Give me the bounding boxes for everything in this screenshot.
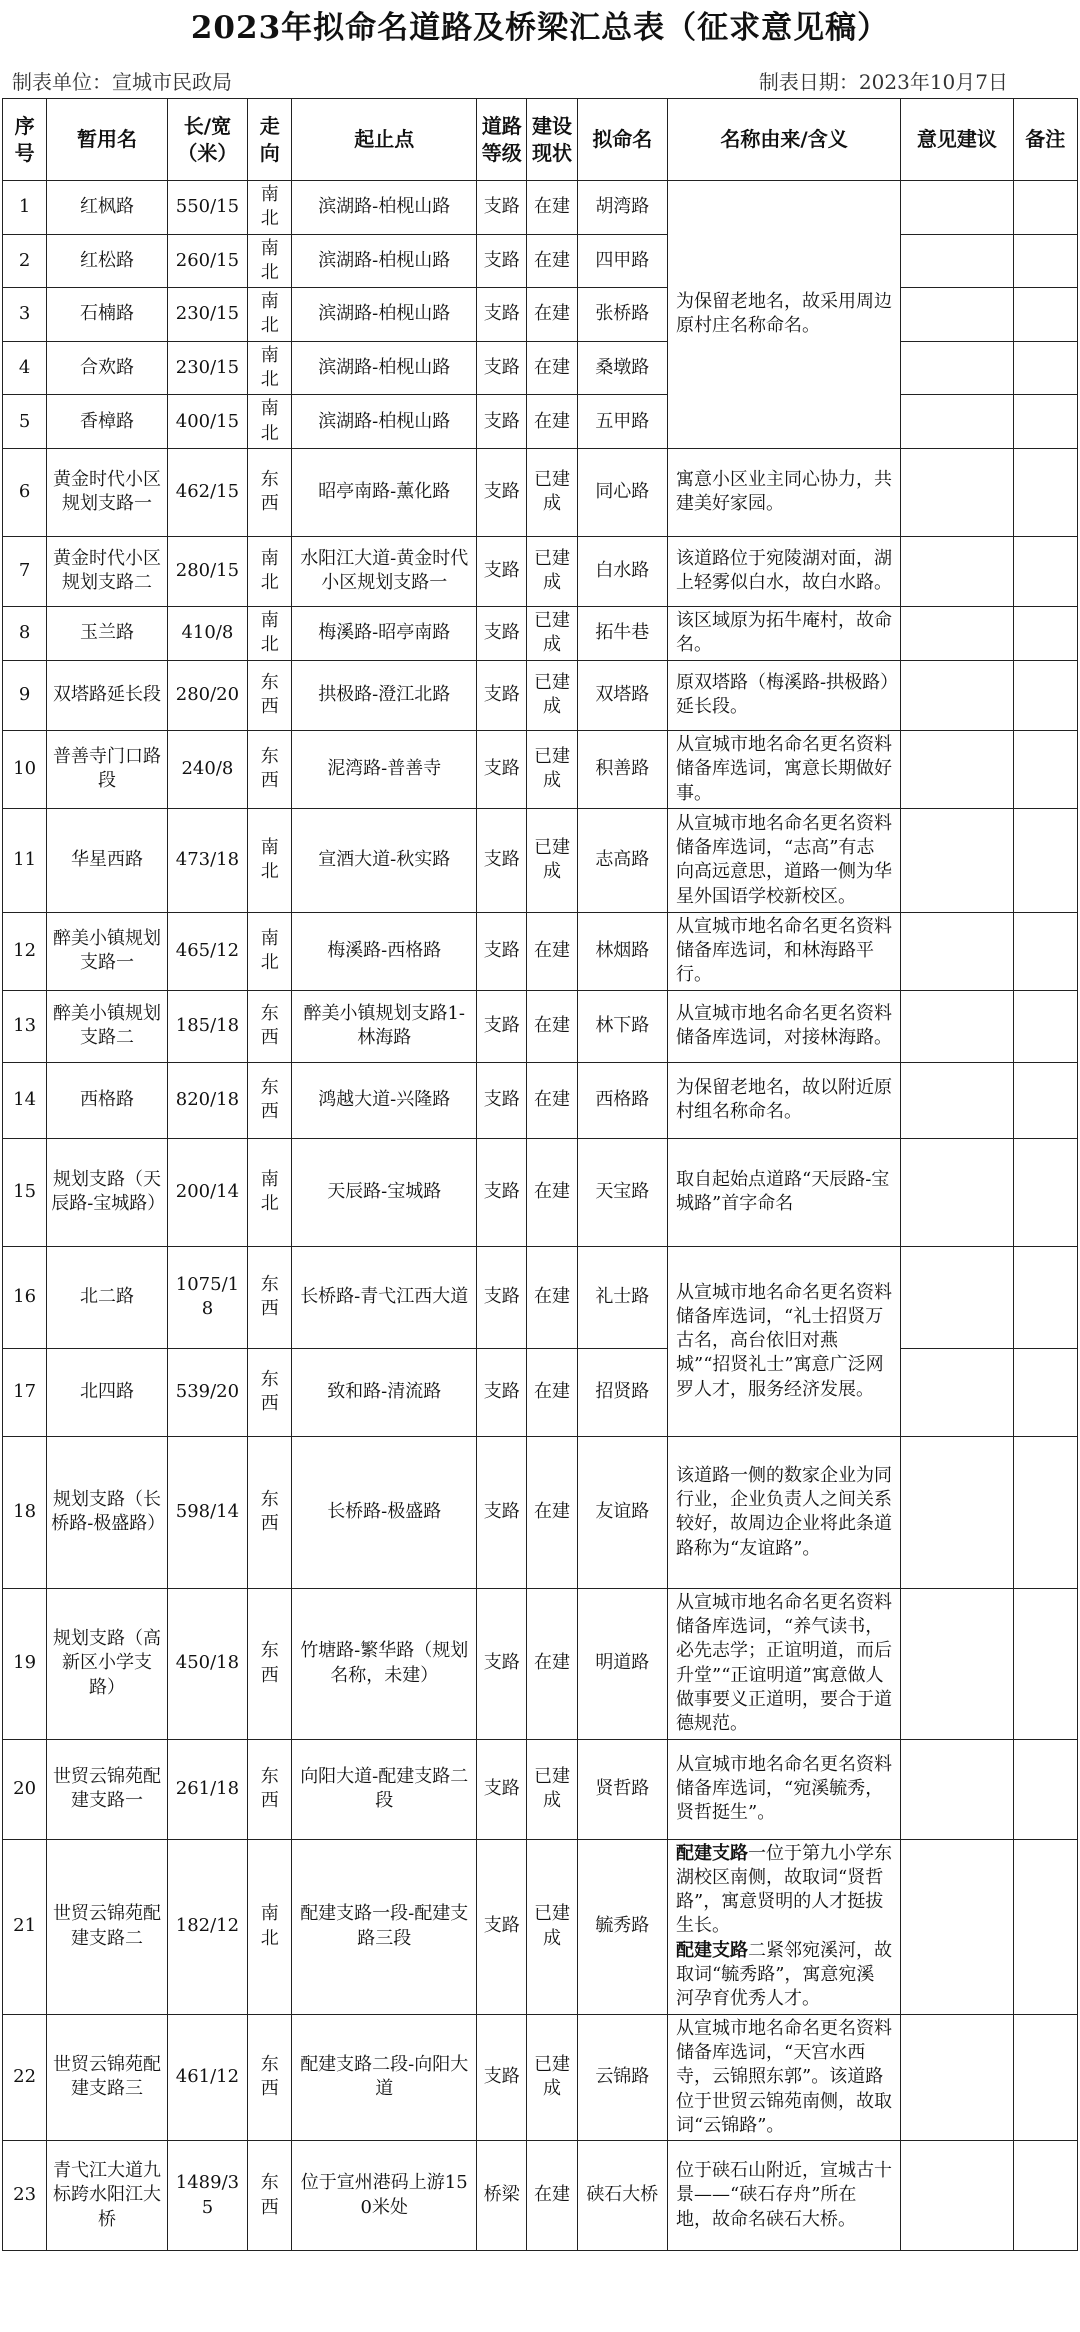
cell-dir: 东西 bbox=[248, 730, 292, 808]
cell-range: 配建支路二段-向阳大道 bbox=[292, 2014, 477, 2140]
cell-name: 桑墩路 bbox=[577, 341, 667, 395]
cell-remark bbox=[1013, 2141, 1077, 2251]
cell-dir: 东西 bbox=[248, 448, 292, 536]
cell-status: 在建 bbox=[527, 1138, 577, 1246]
cell-opinion[interactable] bbox=[901, 234, 1014, 288]
compiling-date: 制表日期：2023年10月7日 bbox=[758, 70, 1008, 94]
cell-status: 在建 bbox=[527, 1348, 577, 1436]
cell-status: 在建 bbox=[527, 1588, 577, 1739]
cell-dir: 东西 bbox=[248, 2141, 292, 2251]
table-row bbox=[3, 2141, 1078, 2251]
cell-level: 支路 bbox=[477, 1138, 527, 1246]
cell-opinion[interactable] bbox=[901, 1739, 1014, 1839]
cell-temp: 世贸云锦苑配建支路二 bbox=[47, 1839, 168, 2014]
cell-opinion[interactable] bbox=[901, 1138, 1014, 1246]
cell-range: 配建支路一段-配建支路三段 bbox=[292, 1839, 477, 2014]
col-header: 拟命名 bbox=[577, 99, 667, 181]
cell-name: 云锦路 bbox=[577, 2014, 667, 2140]
cell-opinion[interactable] bbox=[901, 1062, 1014, 1138]
cell-level: 支路 bbox=[477, 1839, 527, 2014]
cell-level: 支路 bbox=[477, 448, 527, 536]
cell-opinion[interactable] bbox=[901, 2014, 1014, 2140]
cell-range: 滨湖路-柏枧山路 bbox=[292, 395, 477, 449]
cell-remark bbox=[1013, 395, 1077, 449]
cell-level: 支路 bbox=[477, 912, 527, 990]
cell-range: 滨湖路-柏枧山路 bbox=[292, 341, 477, 395]
cell-level: 支路 bbox=[477, 660, 527, 730]
cell-size: 410/8 bbox=[167, 606, 247, 660]
cell-range: 致和路-清流路 bbox=[292, 1348, 477, 1436]
cell-status: 在建 bbox=[527, 1436, 577, 1588]
cell-temp: 香樟路 bbox=[47, 395, 168, 449]
cell-opinion[interactable] bbox=[901, 288, 1014, 342]
cell-level: 支路 bbox=[477, 730, 527, 808]
cell-size: 260/15 bbox=[167, 234, 247, 288]
cell-dir: 东西 bbox=[248, 1062, 292, 1138]
cell-no: 13 bbox=[3, 990, 47, 1062]
table-row bbox=[3, 660, 1078, 730]
cell-dir: 东西 bbox=[248, 1246, 292, 1348]
cell-level: 支路 bbox=[477, 288, 527, 342]
cell-desc: 从宣城市地名命名更名资料储备库选词，对接林海路。 bbox=[668, 990, 901, 1062]
cell-level: 支路 bbox=[477, 1348, 527, 1436]
cell-range: 醉美小镇规划支路1-林海路 bbox=[292, 990, 477, 1062]
cell-temp: 世贸云锦苑配建支路三 bbox=[47, 2014, 168, 2140]
cell-no: 12 bbox=[3, 912, 47, 990]
cell-opinion[interactable] bbox=[901, 448, 1014, 536]
cell-opinion[interactable] bbox=[901, 730, 1014, 808]
cell-name: 五甲路 bbox=[577, 395, 667, 449]
cell-dir: 东西 bbox=[248, 1436, 292, 1588]
cell-range: 宣酒大道-秋实路 bbox=[292, 808, 477, 912]
cell-dir: 南北 bbox=[248, 536, 292, 606]
cell-remark bbox=[1013, 288, 1077, 342]
cell-desc: 该道路一侧的数家企业为同行业，企业负责人之间关系较好，故周边企业将此条道路称为“友谊路”。 bbox=[668, 1436, 901, 1588]
cell-temp: 红松路 bbox=[47, 234, 168, 288]
table-row bbox=[3, 288, 1078, 342]
cell-name: 志高路 bbox=[577, 808, 667, 912]
cell-level: 支路 bbox=[477, 990, 527, 1062]
cell-remark bbox=[1013, 808, 1077, 912]
table-row bbox=[3, 730, 1078, 808]
cell-no: 1 bbox=[3, 181, 47, 235]
cell-temp: 世贸云锦苑配建支路一 bbox=[47, 1739, 168, 1839]
cell-no: 6 bbox=[3, 448, 47, 536]
cell-temp: 红枫路 bbox=[47, 181, 168, 235]
cell-level: 支路 bbox=[477, 1739, 527, 1839]
cell-no: 22 bbox=[3, 2014, 47, 2140]
cell-range: 位于宣州港码上游150米处 bbox=[292, 2141, 477, 2251]
cell-desc: 从宣城市地名命名更名资料储备库选词，寓意长期做好事。 bbox=[668, 730, 901, 808]
cell-name: 张桥路 bbox=[577, 288, 667, 342]
table-row bbox=[3, 395, 1078, 449]
cell-range: 滨湖路-柏枧山路 bbox=[292, 288, 477, 342]
cell-dir: 东西 bbox=[248, 1739, 292, 1839]
cell-size: 462/15 bbox=[167, 448, 247, 536]
cell-dir: 南北 bbox=[248, 808, 292, 912]
table-row bbox=[3, 1246, 1078, 1348]
cell-remark bbox=[1013, 990, 1077, 1062]
cell-level: 支路 bbox=[477, 808, 527, 912]
cell-opinion[interactable] bbox=[901, 1246, 1014, 1348]
cell-size: 473/18 bbox=[167, 808, 247, 912]
cell-level: 支路 bbox=[477, 606, 527, 660]
cell-status: 已建成 bbox=[527, 536, 577, 606]
cell-opinion[interactable] bbox=[901, 808, 1014, 912]
cell-temp: 黄金时代小区规划支路二 bbox=[47, 536, 168, 606]
cell-name: 同心路 bbox=[577, 448, 667, 536]
cell-size: 280/20 bbox=[167, 660, 247, 730]
cell-remark bbox=[1013, 234, 1077, 288]
col-header: 暂用名 bbox=[47, 99, 168, 181]
cell-dir: 南北 bbox=[248, 606, 292, 660]
cell-desc: 位于硖石山附近，宣城古十景——“硖石存舟”所在地，故命名硖石大桥。 bbox=[668, 2141, 901, 2251]
cell-range: 长桥路-青弋江西大道 bbox=[292, 1246, 477, 1348]
cell-no: 10 bbox=[3, 730, 47, 808]
cell-dir: 南北 bbox=[248, 181, 292, 235]
cell-size: 230/15 bbox=[167, 288, 247, 342]
cell-range: 鸿越大道-兴隆路 bbox=[292, 1062, 477, 1138]
cell-opinion[interactable] bbox=[901, 2141, 1014, 2251]
cell-level: 支路 bbox=[477, 1062, 527, 1138]
cell-range: 泥湾路-普善寺 bbox=[292, 730, 477, 808]
cell-no: 4 bbox=[3, 341, 47, 395]
cell-temp: 华星西路 bbox=[47, 808, 168, 912]
cell-no: 23 bbox=[3, 2141, 47, 2251]
cell-name: 胡湾路 bbox=[577, 181, 667, 235]
table-row bbox=[3, 2014, 1078, 2140]
col-header: 序号 bbox=[3, 99, 47, 181]
cell-opinion[interactable] bbox=[901, 536, 1014, 606]
cell-status: 在建 bbox=[527, 234, 577, 288]
table-row bbox=[3, 808, 1078, 912]
cell-range: 长桥路-极盛路 bbox=[292, 1436, 477, 1588]
col-header: 建设现状 bbox=[527, 99, 577, 181]
cell-opinion[interactable] bbox=[901, 1348, 1014, 1436]
cell-temp: 醉美小镇规划支路二 bbox=[47, 990, 168, 1062]
col-header: 道路等级 bbox=[477, 99, 527, 181]
cell-temp: 青弋江大道九标跨水阳江大桥 bbox=[47, 2141, 168, 2251]
cell-name: 白水路 bbox=[577, 536, 667, 606]
cell-remark bbox=[1013, 660, 1077, 730]
table-row bbox=[3, 341, 1078, 395]
cell-size: 200/14 bbox=[167, 1138, 247, 1246]
col-header: 长/宽（米） bbox=[167, 99, 247, 181]
cell-size: 598/14 bbox=[167, 1436, 247, 1588]
compiling-unit: 制表单位：宣城市民政局 bbox=[12, 70, 232, 94]
cell-size: 461/12 bbox=[167, 2014, 247, 2140]
cell-temp: 双塔路延长段 bbox=[47, 660, 168, 730]
cell-desc: 从宣城市地名命名更名资料储备库选词，“志高”有志向高远意思，道路一侧为华星外国语学校新校区。 bbox=[668, 808, 901, 912]
cell-dir: 南北 bbox=[248, 1138, 292, 1246]
cell-name: 天宝路 bbox=[577, 1138, 667, 1246]
cell-no: 14 bbox=[3, 1062, 47, 1138]
cell-size: 450/18 bbox=[167, 1588, 247, 1739]
cell-no: 17 bbox=[3, 1348, 47, 1436]
table-row bbox=[3, 536, 1078, 606]
cell-size: 182/12 bbox=[167, 1839, 247, 2014]
table-meta bbox=[0, 58, 1080, 98]
cell-no: 9 bbox=[3, 660, 47, 730]
cell-name: 拓牛巷 bbox=[577, 606, 667, 660]
cell-opinion[interactable] bbox=[901, 341, 1014, 395]
cell-status: 在建 bbox=[527, 990, 577, 1062]
cell-size: 550/15 bbox=[167, 181, 247, 235]
cell-name: 毓秀路 bbox=[577, 1839, 667, 2014]
cell-size: 1489/35 bbox=[167, 2141, 247, 2251]
page-title: 2023年拟命名道路及桥梁汇总表（征求意见稿） bbox=[190, 10, 890, 46]
cell-desc: 配建支路一位于第九小学东湖校区南侧，故取词“贤哲路”，寓意贤明的人才挺拔生长。 配建支路二紧邻宛溪河，故取词“毓秀路”，寓意宛溪河孕育优秀人才。 bbox=[668, 1839, 901, 2014]
cell-temp: 规划支路（长桥路-极盛路） bbox=[47, 1436, 168, 1588]
cell-name: 双塔路 bbox=[577, 660, 667, 730]
cell-dir: 东西 bbox=[248, 1348, 292, 1436]
cell-size: 539/20 bbox=[167, 1348, 247, 1436]
cell-no: 16 bbox=[3, 1246, 47, 1348]
col-header: 走向 bbox=[248, 99, 292, 181]
cell-temp: 北二路 bbox=[47, 1246, 168, 1348]
cell-no: 15 bbox=[3, 1138, 47, 1246]
cell-dir: 南北 bbox=[248, 395, 292, 449]
roads-table bbox=[2, 98, 1078, 2251]
cell-status: 在建 bbox=[527, 1062, 577, 1138]
cell-no: 3 bbox=[3, 288, 47, 342]
cell-remark bbox=[1013, 2014, 1077, 2140]
cell-name: 礼士路 bbox=[577, 1246, 667, 1348]
cell-temp: 普善寺门口路段 bbox=[47, 730, 168, 808]
cell-desc: 为保留老地名，故以附近原村组名称命名。 bbox=[668, 1062, 901, 1138]
cell-desc: 从宣城市地名命名更名资料储备库选词，“宛溪毓秀，贤哲挺生”。 bbox=[668, 1739, 901, 1839]
cell-remark bbox=[1013, 606, 1077, 660]
cell-no: 20 bbox=[3, 1739, 47, 1839]
cell-remark bbox=[1013, 1062, 1077, 1138]
cell-dir: 东西 bbox=[248, 2014, 292, 2140]
cell-range: 昭亭南路-薰化路 bbox=[292, 448, 477, 536]
cell-dir: 东西 bbox=[248, 660, 292, 730]
cell-range: 梅溪路-西格路 bbox=[292, 912, 477, 990]
cell-desc: 从宣城市地名命名更名资料储备库选词，和林海路平行。 bbox=[668, 912, 901, 990]
cell-status: 已建成 bbox=[527, 1739, 577, 1839]
cell-range: 滨湖路-柏枧山路 bbox=[292, 234, 477, 288]
cell-name: 硖石大桥 bbox=[577, 2141, 667, 2251]
cell-name: 明道路 bbox=[577, 1588, 667, 1739]
cell-opinion[interactable] bbox=[901, 395, 1014, 449]
cell-opinion[interactable] bbox=[901, 1588, 1014, 1739]
cell-desc: 该道路位于宛陵湖对面，湖上轻雾似白水，故白水路。 bbox=[668, 536, 901, 606]
cell-remark bbox=[1013, 1348, 1077, 1436]
cell-level: 支路 bbox=[477, 341, 527, 395]
cell-size: 1075/18 bbox=[167, 1246, 247, 1348]
cell-size: 820/18 bbox=[167, 1062, 247, 1138]
cell-level: 支路 bbox=[477, 234, 527, 288]
cell-temp: 合欢路 bbox=[47, 341, 168, 395]
cell-no: 19 bbox=[3, 1588, 47, 1739]
cell-name: 贤哲路 bbox=[577, 1739, 667, 1839]
cell-dir: 东西 bbox=[248, 990, 292, 1062]
cell-level: 支路 bbox=[477, 1588, 527, 1739]
cell-size: 185/18 bbox=[167, 990, 247, 1062]
cell-level: 支路 bbox=[477, 1436, 527, 1588]
cell-size: 240/8 bbox=[167, 730, 247, 808]
col-header: 备注 bbox=[1013, 99, 1077, 181]
cell-name: 林下路 bbox=[577, 990, 667, 1062]
table-row bbox=[3, 234, 1078, 288]
cell-size: 400/15 bbox=[167, 395, 247, 449]
table-row bbox=[3, 990, 1078, 1062]
cell-dir: 南北 bbox=[248, 912, 292, 990]
cell-desc: 从宣城市地名命名更名资料储备库选词，“养气读书，必先志学；正谊明道，而后升堂”“正谊明道”寓意做人做事要义正道明，要合于道德规范。 bbox=[668, 1588, 901, 1739]
cell-level: 支路 bbox=[477, 2014, 527, 2140]
cell-status: 已建成 bbox=[527, 448, 577, 536]
cell-size: 261/18 bbox=[167, 1739, 247, 1839]
cell-desc: 从宣城市地名命名更名资料储备库选词，“礼士招贤万古名，高台依旧对燕城”“招贤礼士”寓意广泛网罗人才，服务经济发展。 bbox=[668, 1246, 901, 1436]
cell-status: 在建 bbox=[527, 181, 577, 235]
cell-desc: 原双塔路（梅溪路-拱极路）延长段。 bbox=[668, 660, 901, 730]
cell-remark bbox=[1013, 1739, 1077, 1839]
cell-remark bbox=[1013, 1588, 1077, 1739]
col-header: 意见建议 bbox=[901, 99, 1014, 181]
cell-remark bbox=[1013, 448, 1077, 536]
cell-status: 已建成 bbox=[527, 606, 577, 660]
cell-name: 招贤路 bbox=[577, 1348, 667, 1436]
cell-range: 竹塘路-繁华路（规划名称，未建） bbox=[292, 1588, 477, 1739]
cell-dir: 南北 bbox=[248, 288, 292, 342]
table-row bbox=[3, 1739, 1078, 1839]
cell-size: 465/12 bbox=[167, 912, 247, 990]
table-row bbox=[3, 1839, 1078, 2014]
cell-remark bbox=[1013, 181, 1077, 235]
cell-name: 四甲路 bbox=[577, 234, 667, 288]
cell-opinion[interactable] bbox=[901, 181, 1014, 235]
cell-opinion[interactable] bbox=[901, 990, 1014, 1062]
cell-status: 在建 bbox=[527, 1246, 577, 1348]
cell-range: 水阳江大道-黄金时代小区规划支路一 bbox=[292, 536, 477, 606]
cell-level: 桥梁 bbox=[477, 2141, 527, 2251]
col-header: 名称由来/含义 bbox=[668, 99, 901, 181]
cell-status: 已建成 bbox=[527, 660, 577, 730]
cell-status: 已建成 bbox=[527, 1839, 577, 2014]
cell-dir: 东西 bbox=[248, 1588, 292, 1739]
cell-status: 在建 bbox=[527, 912, 577, 990]
cell-remark bbox=[1013, 1839, 1077, 2014]
table-row bbox=[3, 912, 1078, 990]
table-row bbox=[3, 1436, 1078, 1588]
cell-size: 280/15 bbox=[167, 536, 247, 606]
cell-no: 7 bbox=[3, 536, 47, 606]
cell-remark bbox=[1013, 1436, 1077, 1588]
cell-temp: 醉美小镇规划支路一 bbox=[47, 912, 168, 990]
cell-status: 已建成 bbox=[527, 2014, 577, 2140]
cell-level: 支路 bbox=[477, 181, 527, 235]
cell-status: 在建 bbox=[527, 395, 577, 449]
cell-desc: 取自起始点道路“天辰路-宝城路”首字命名 bbox=[668, 1138, 901, 1246]
cell-range: 拱极路-澄江北路 bbox=[292, 660, 477, 730]
table-row bbox=[3, 1062, 1078, 1138]
cell-opinion[interactable] bbox=[901, 1839, 1014, 2014]
cell-remark bbox=[1013, 730, 1077, 808]
cell-temp: 石楠路 bbox=[47, 288, 168, 342]
cell-desc: 该区域原为拓牛庵村，故命名。 bbox=[668, 606, 901, 660]
cell-name: 友谊路 bbox=[577, 1436, 667, 1588]
cell-level: 支路 bbox=[477, 536, 527, 606]
cell-range: 梅溪路-昭亭南路 bbox=[292, 606, 477, 660]
cell-opinion[interactable] bbox=[901, 606, 1014, 660]
table-row bbox=[3, 1588, 1078, 1739]
cell-no: 8 bbox=[3, 606, 47, 660]
cell-remark bbox=[1013, 912, 1077, 990]
cell-opinion[interactable] bbox=[901, 1436, 1014, 1588]
cell-temp: 黄金时代小区规划支路一 bbox=[47, 448, 168, 536]
cell-status: 在建 bbox=[527, 288, 577, 342]
cell-remark bbox=[1013, 1138, 1077, 1246]
cell-no: 5 bbox=[3, 395, 47, 449]
cell-no: 21 bbox=[3, 1839, 47, 2014]
cell-range: 天辰路-宝城路 bbox=[292, 1138, 477, 1246]
cell-status: 在建 bbox=[527, 341, 577, 395]
table-row bbox=[3, 606, 1078, 660]
cell-desc: 从宣城市地名命名更名资料储备库选词，“天宫水西寺，云锦照东郭”。该道路位于世贸云锦苑南侧，故取词“云锦路”。 bbox=[668, 2014, 901, 2140]
table-row bbox=[3, 448, 1078, 536]
table-row bbox=[3, 1348, 1078, 1436]
cell-status: 已建成 bbox=[527, 808, 577, 912]
cell-status: 已建成 bbox=[527, 730, 577, 808]
cell-dir: 南北 bbox=[248, 234, 292, 288]
cell-dir: 南北 bbox=[248, 1839, 292, 2014]
cell-range: 向阳大道-配建支路二段 bbox=[292, 1739, 477, 1839]
cell-name: 积善路 bbox=[577, 730, 667, 808]
cell-range: 滨湖路-柏枧山路 bbox=[292, 181, 477, 235]
cell-name: 林烟路 bbox=[577, 912, 667, 990]
cell-temp: 规划支路（高新区小学支路） bbox=[47, 1588, 168, 1739]
cell-no: 18 bbox=[3, 1436, 47, 1588]
cell-desc: 为保留老地名，故采用周边原村庄名称命名。 bbox=[668, 181, 901, 449]
cell-no: 11 bbox=[3, 808, 47, 912]
table-row bbox=[3, 181, 1078, 235]
cell-remark bbox=[1013, 341, 1077, 395]
cell-dir: 南北 bbox=[248, 341, 292, 395]
cell-temp: 玉兰路 bbox=[47, 606, 168, 660]
cell-temp: 西格路 bbox=[47, 1062, 168, 1138]
cell-remark bbox=[1013, 1246, 1077, 1348]
cell-remark bbox=[1013, 536, 1077, 606]
cell-desc: 寓意小区业主同心协力，共建美好家园。 bbox=[668, 448, 901, 536]
cell-temp: 规划支路（天辰路-宝城路） bbox=[47, 1138, 168, 1246]
cell-name: 西格路 bbox=[577, 1062, 667, 1138]
cell-temp: 北四路 bbox=[47, 1348, 168, 1436]
cell-status: 在建 bbox=[527, 2141, 577, 2251]
table-row bbox=[3, 1138, 1078, 1246]
col-header: 起止点 bbox=[292, 99, 477, 181]
cell-opinion[interactable] bbox=[901, 912, 1014, 990]
cell-level: 支路 bbox=[477, 395, 527, 449]
cell-no: 2 bbox=[3, 234, 47, 288]
cell-size: 230/15 bbox=[167, 341, 247, 395]
cell-level: 支路 bbox=[477, 1246, 527, 1348]
cell-opinion[interactable] bbox=[901, 660, 1014, 730]
